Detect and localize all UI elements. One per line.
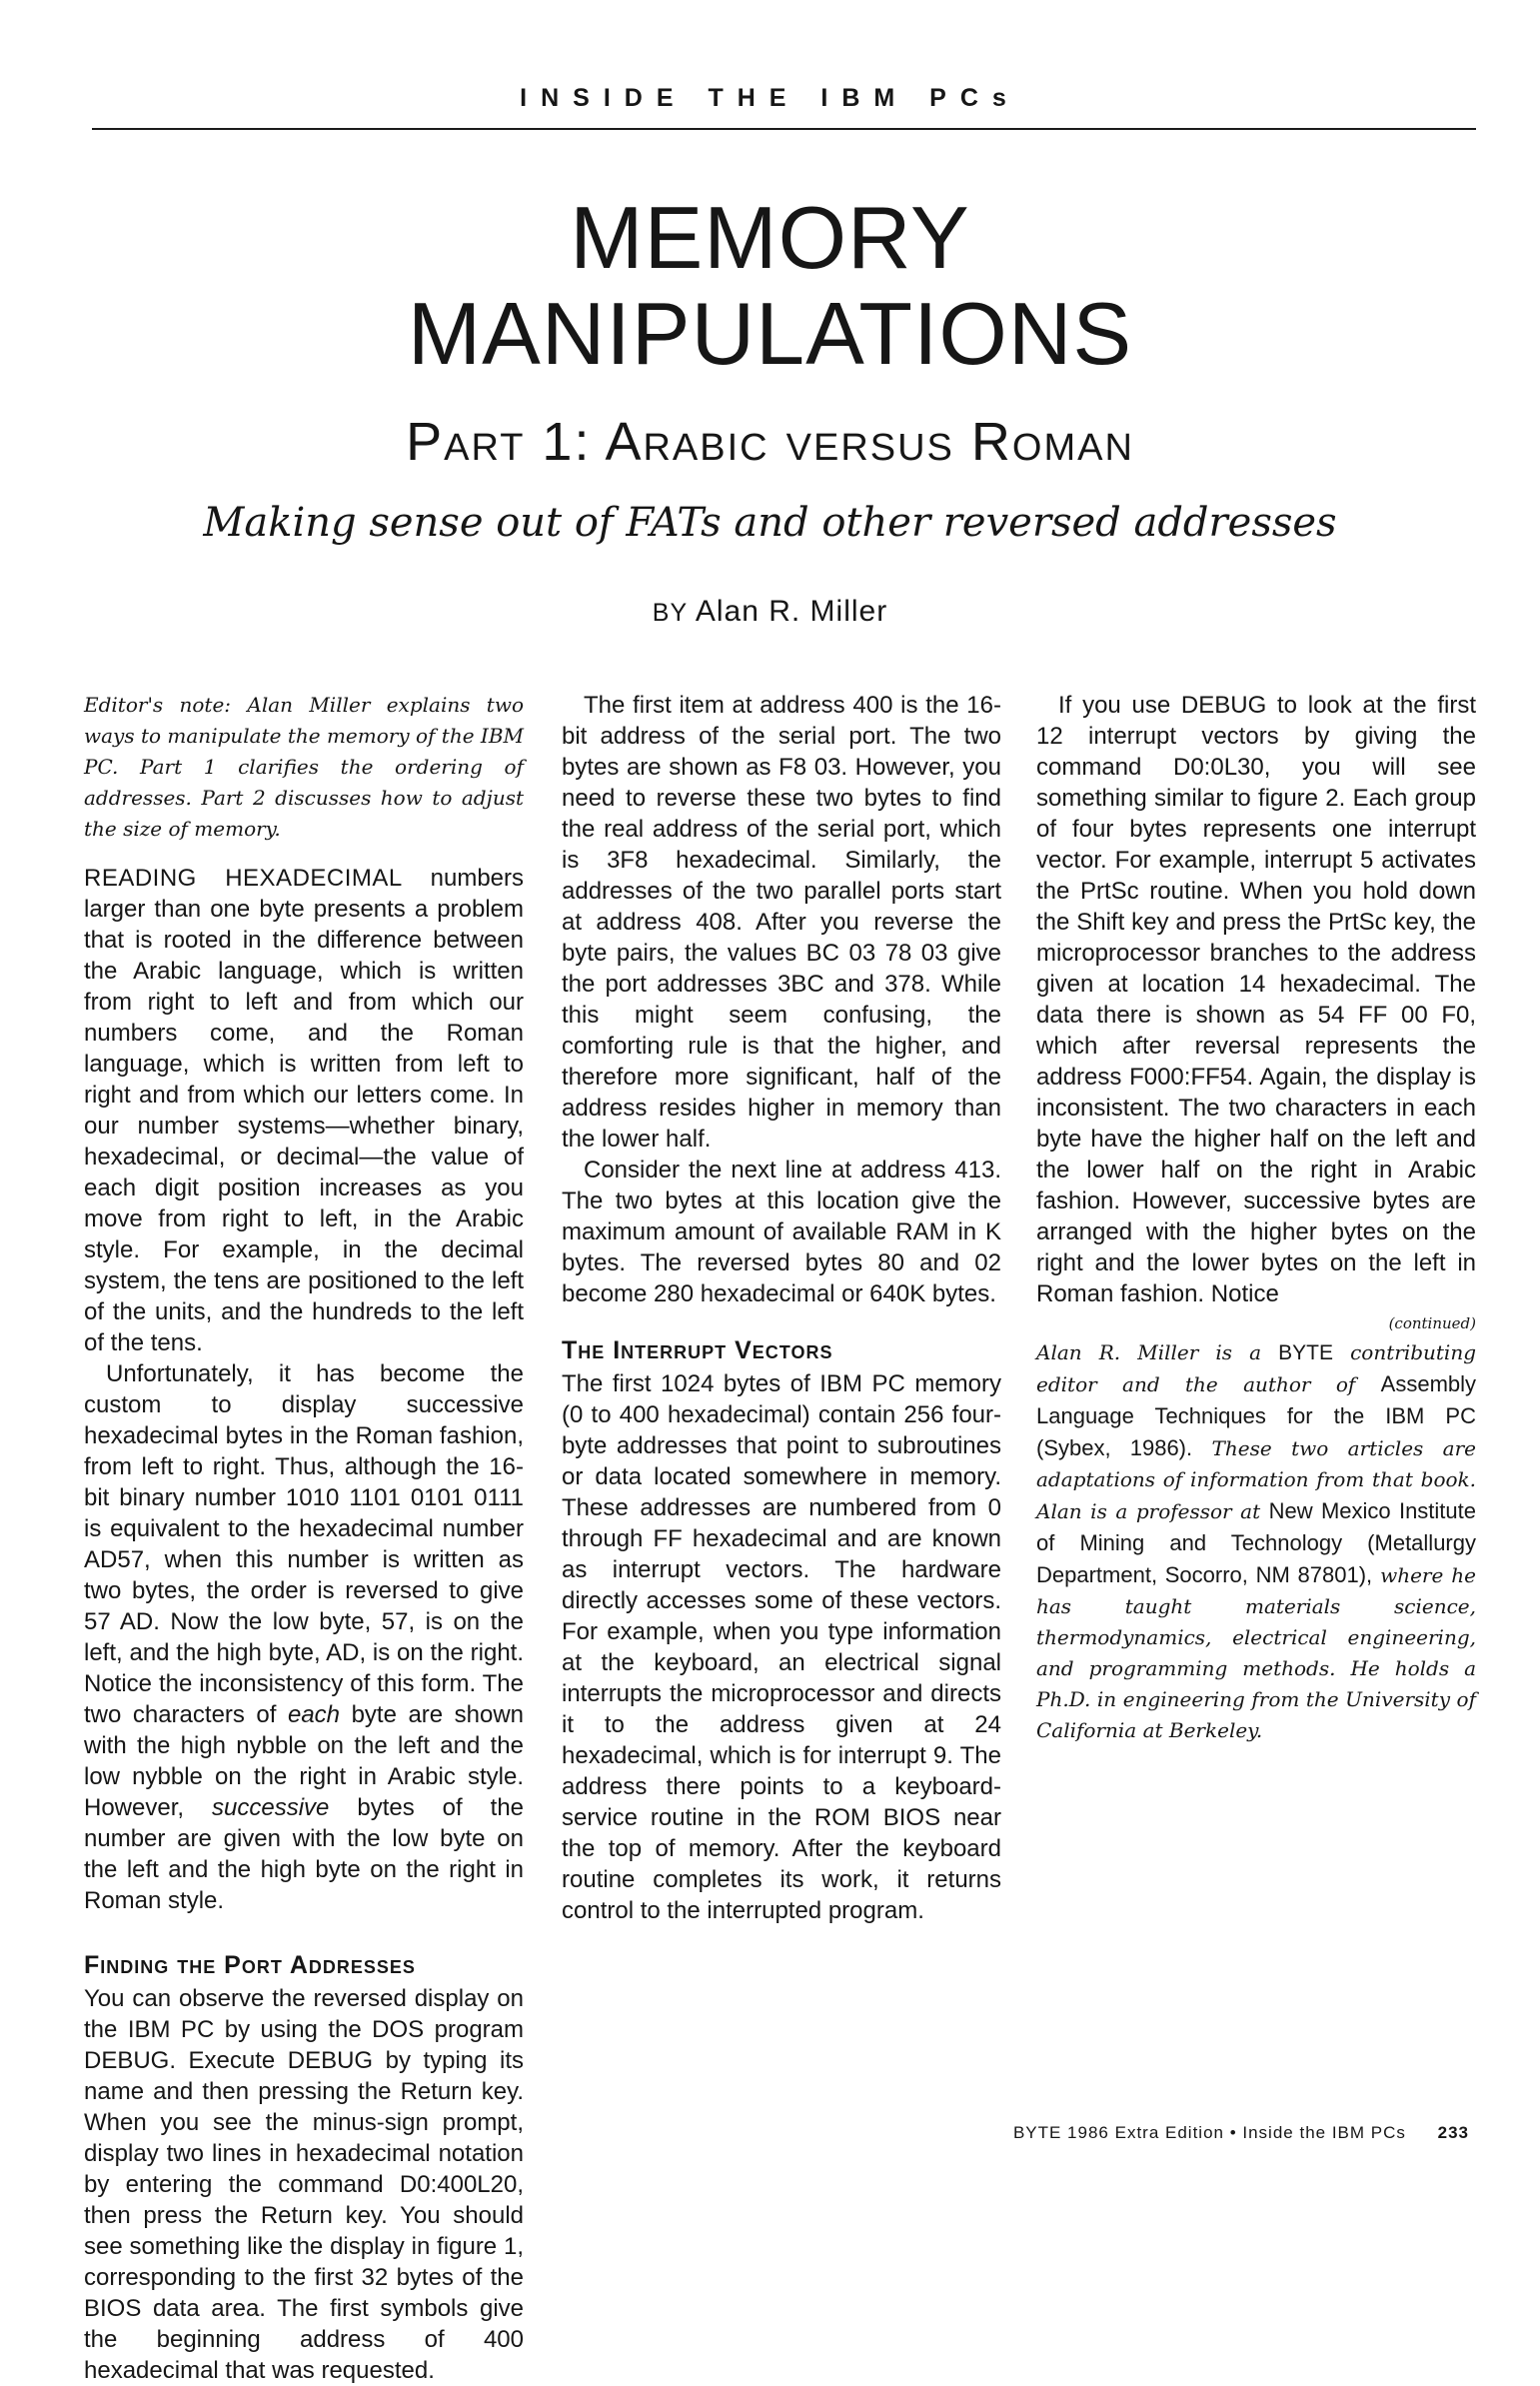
- paragraph-4: The first item at address 400 is the 16-bit address of the serial port. The two bytes are shown as F8 03. However, you need to reverse these two bytes to find the real address of the serial port, which is 3F8 hexadecimal. Similarly, the addresses of the two parallel ports start at address 408. After you reverse the byte pairs, the values BC 03 78 03 give the port addresses 3BC and 378. While this might seem confusing, the comforting rule is that the higher, and therefore more significant, half of the address resides higher in memory than the lower half.: [562, 692, 1001, 1153]
- footer-text: BYTE 1986 Extra Edition • Inside the IBM PCs: [1012, 2123, 1406, 2142]
- bio-part-e: These two articles are adaptations of information from that book. Alan is a professor at: [1036, 1436, 1477, 1523]
- column-2: [562, 690, 1001, 1926]
- header-rule: [92, 128, 1476, 130]
- column-1: [84, 690, 524, 2386]
- bio-institution: New Mexico Institute of Mining and Technology (Metallurgy Department, Socorro, NM 87801),: [1036, 1498, 1477, 1587]
- editors-note: [84, 690, 524, 845]
- paragraph-6: The first 1024 bytes of IBM PC memory (0 to 400 hexadecimal) contain 256 four-byte addresses that point to subroutines or data located somewhere in memory. These addresses are numbered from 0 through FF hexadecimal and are known as interrupt vectors. The hardware directly accesses some of these vectors. For example, when you type information at the keyboard, an electrical signal interrupts the microprocessor and directs it to the address given at 24 hexadecimal, which is for interrupt 9. The address there points to a keyboard-service routine in the ROM BIOS near the top of memory. After the keyboard routine completes its work, it returns control to the interrupted program.: [562, 1370, 1001, 1924]
- page-footer: [959, 2123, 1469, 2143]
- lead-in-caps: READING HEXADECIMAL: [84, 865, 403, 892]
- paragraph-2-emphasis-1: each: [287, 1701, 341, 1728]
- paragraph-1-text: numbers larger than one byte presents a problem that is rooted in the difference between the Arabic language, which is written from right to left and from which our numbers come, and the Roman language, which is written from left to right and from which our letters come. In our number systems—whether binary, hexadecimal, or decimal—the value of each digit position increases as you move from right to left, in the Arabic style. For example, in the decimal system, the tens are positioned to the left of the units, and the hundreds to the left of the tens.: [84, 865, 525, 1356]
- article-tagline: Making sense out of FATs and other reversed addresses: [203, 500, 1337, 546]
- paragraph-3: You can observe the reversed display on the IBM PC by using the DOS program DEBUG. Execute DEBUG by typing its name and then pressing the Return key. When you see the minus-sign prompt, display two lines in hexadecimal notation by entering the command D0:400L20, then press the Return key. You should see something like the display in figure 1, corresponding to the first 32 bytes of the BIOS data area. The first symbols give the beginning address of 400 hexadecimal that was requested.: [84, 1985, 524, 2384]
- bio-part-g: where he has taught materials science, thermodynamics, electrical engineering, and programming methods. He holds a Ph.D. in engineering from the University of California at Berkeley.: [1036, 1563, 1476, 1742]
- column-3: [1036, 690, 1476, 1746]
- paragraph-7: If you use DEBUG to look at the first 12 interrupt vectors by giving the command D0:0L30, you will see something similar to figure 2. Each group of four bytes represents one interrupt vector. For example, interrupt 5 activates the PrtSc routine. When you hold down the Shift key and press the PrtSc key, the microprocessor branches to the address given at location 14 hexadecimal. The data there is shown as 54 FF 00 F0, which after reversal represents the address F000:FF54. Again, the display is inconsistent. The two characters in each byte have the higher half on the left and the lower half on the right in Arabic fashion. However, successive bytes are arranged with the higher bytes on the right and the lower bytes on the left in Roman fashion. Notice: [1036, 692, 1476, 1307]
- paragraph-5: Consider the next line at address 413. The two bytes at this location give the maximum amount of available RAM in K bytes. The reversed bytes 80 and 02 become 280 hexadecimal or 640K bytes.: [562, 1157, 1001, 1307]
- editors-note-label: Editor's note:: [84, 693, 232, 717]
- paragraph-1: [84, 863, 524, 1358]
- paragraph-2-part-b: byte are shown with the high nybble on the left and the low nybble on the right in Arabic style. However,: [84, 1701, 525, 1821]
- section-heading-interrupt-vectors: The Interrupt Vectors: [562, 1336, 833, 1364]
- section-kicker: INSIDE THE IBM PCs: [520, 84, 1020, 112]
- paragraph-2-part-a: Unfortunately, it has become the custom to display successive hexadecimal bytes in the Roman fashion, from left to right. Thus, although the 16-bit binary number 1010 1101 0101 0111 is equivalent to the hexadecimal number AD57, when this number is written as two bytes, the order is reversed to give 57 AD. Now the low byte, 57, is on the left, and the high byte, AD, is on the right. Notice the inconsistency of this form. The two characters of: [84, 1360, 524, 1728]
- editors-note-text: Alan Miller explains two ways to manipulate the memory of the IBM PC. Part 1 clarifies the ordering of addresses. Part 2 discusses how to adjust the size of memory.: [84, 693, 525, 841]
- article-title: [0, 190, 1540, 382]
- author-name: Alan R. Miller: [695, 595, 888, 628]
- paragraph-2: [84, 1358, 524, 1916]
- bio-part-c: contributing editor and the author of: [1036, 1340, 1477, 1396]
- byline-prefix: BY: [652, 599, 689, 627]
- paragraph-2-part-c: bytes of the number are given with the low byte on the left and the high byte on the right in Roman style.: [84, 1794, 525, 1914]
- bio-book-title: Assembly Language Techniques for the IBM PC (Sybex, 1986).: [1036, 1371, 1477, 1460]
- article-subtitle: Part 1: Arabic versus Roman: [406, 412, 1134, 472]
- byline: [0, 595, 1540, 629]
- bio-publication: BYTE: [1278, 1341, 1333, 1364]
- title-line-1: MEMORY: [570, 188, 970, 287]
- title-line-2: MANIPULATIONS: [407, 284, 1133, 383]
- continued-marker: (continued): [1388, 1314, 1476, 1332]
- author-bio: [1036, 1337, 1476, 1746]
- bio-part-a: Alan R. Miller is a: [1036, 1340, 1262, 1364]
- section-heading-port-addresses: Finding the Port Addresses: [84, 1951, 416, 1979]
- page-number: 233: [1437, 2123, 1469, 2142]
- paragraph-2-emphasis-2: successive: [212, 1794, 330, 1821]
